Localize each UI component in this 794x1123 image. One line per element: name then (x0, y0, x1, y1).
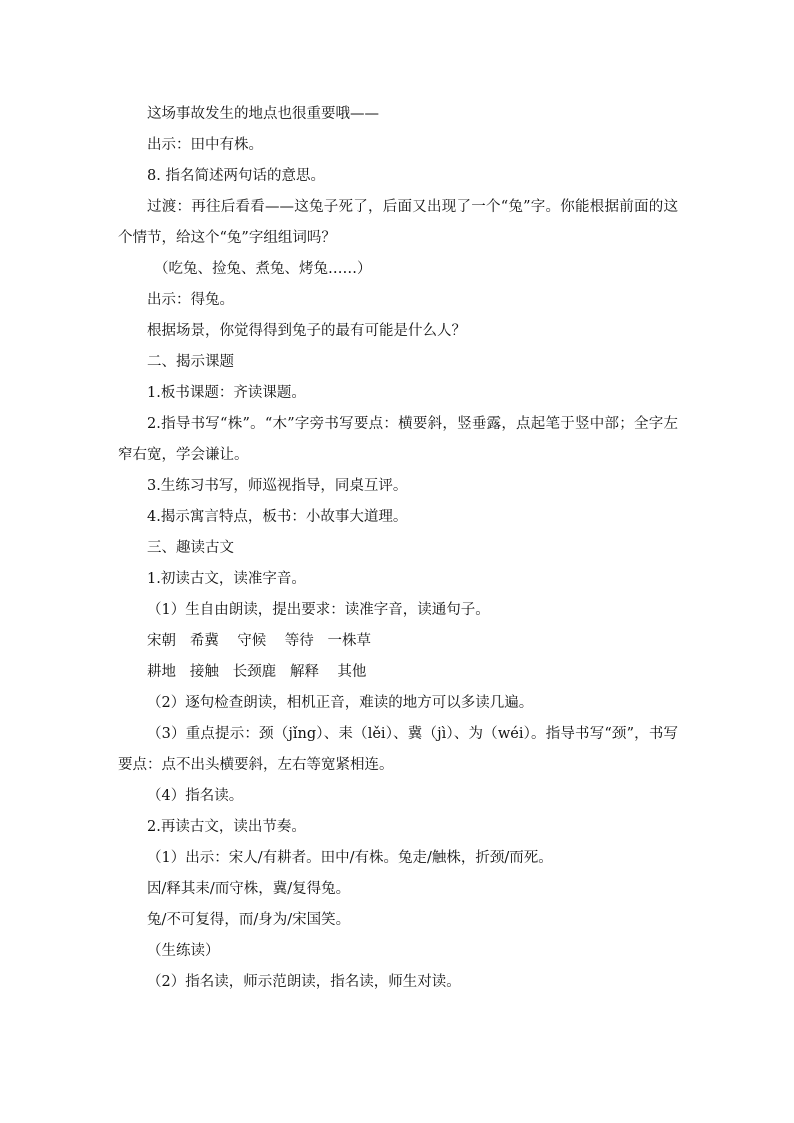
text-line: （1）生自由朗读，提出要求：读准字音，读通句子。 (147, 602, 490, 618)
text-line: 3.生练习书写，师巡视指导，同桌互评。 (147, 478, 408, 494)
vocabulary-line: 耕地 接触 长颈鹿 解释 其他 (147, 664, 367, 680)
text-line: （2）指名读，师示范朗读，指名读，师生对读。 (147, 974, 461, 990)
section-heading: 二、揭示课题 (147, 354, 234, 370)
text-line: 出示：得兔。 (147, 292, 234, 308)
text-paragraph: 过渡：再往后看看——这兔子死了，后面又出现了一个“兔”字。你能根据前面的这个情节，给这个“兔”字组组词吗？ (118, 199, 678, 246)
text-paragraph: 2.指导书写“株”。“木”字旁书写要点：横要斜，竖垂露，点起笔于竖中部；全字左窄右宽，学会谦让。 (118, 416, 678, 463)
text-paragraph: （3）重点提示：颈（jǐng）、耒（lěi）、冀（jì）、为（wéi）。指导书写“颈”，书写要点：点不出头横要斜，左右等宽紧相连。 (118, 726, 678, 773)
text-line: （1）出示：宋人/有耕者。田中/有株。兔走/触株，折颈/而死。 (147, 850, 553, 866)
section-heading: 三、趣读古文 (147, 540, 234, 556)
text-line: （吃兔、捡兔、煮兔、烤兔……） (154, 261, 372, 277)
text-line: （2）逐句检查朗读，相机正音，难读的地方可以多读几遍。 (147, 695, 534, 711)
vocabulary-line: 宋朝 希冀 守候 等待 一株草 (147, 633, 372, 649)
text-line: 1.初读古文，读准字音。 (147, 571, 306, 587)
text-line: 1.板书课题：齐读课题。 (147, 385, 306, 401)
text-line: （4）指名读。 (147, 788, 244, 804)
document-body (118, 99, 678, 998)
text-line: 出示：田中有株。 (147, 137, 263, 153)
text-line: 根据场景，你觉得得到兔子的最有可能是什么人？ (147, 323, 466, 339)
text-line: 2.再读古文，读出节奏。 (147, 819, 306, 835)
text-line: 因/释其耒/而守株，冀/复得兔。 (147, 881, 351, 897)
text-line: 4.揭示寓言特点，板书：小故事大道理。 (147, 509, 408, 525)
text-line: 兔/不可复得，而/身为/宋国笑。 (147, 912, 351, 928)
text-line: 这场事故发生的地点也很重要哦—— (147, 106, 379, 122)
text-line: （生练读） (147, 943, 220, 959)
text-line: 8. 指名简述两句话的意思。 (147, 168, 325, 184)
